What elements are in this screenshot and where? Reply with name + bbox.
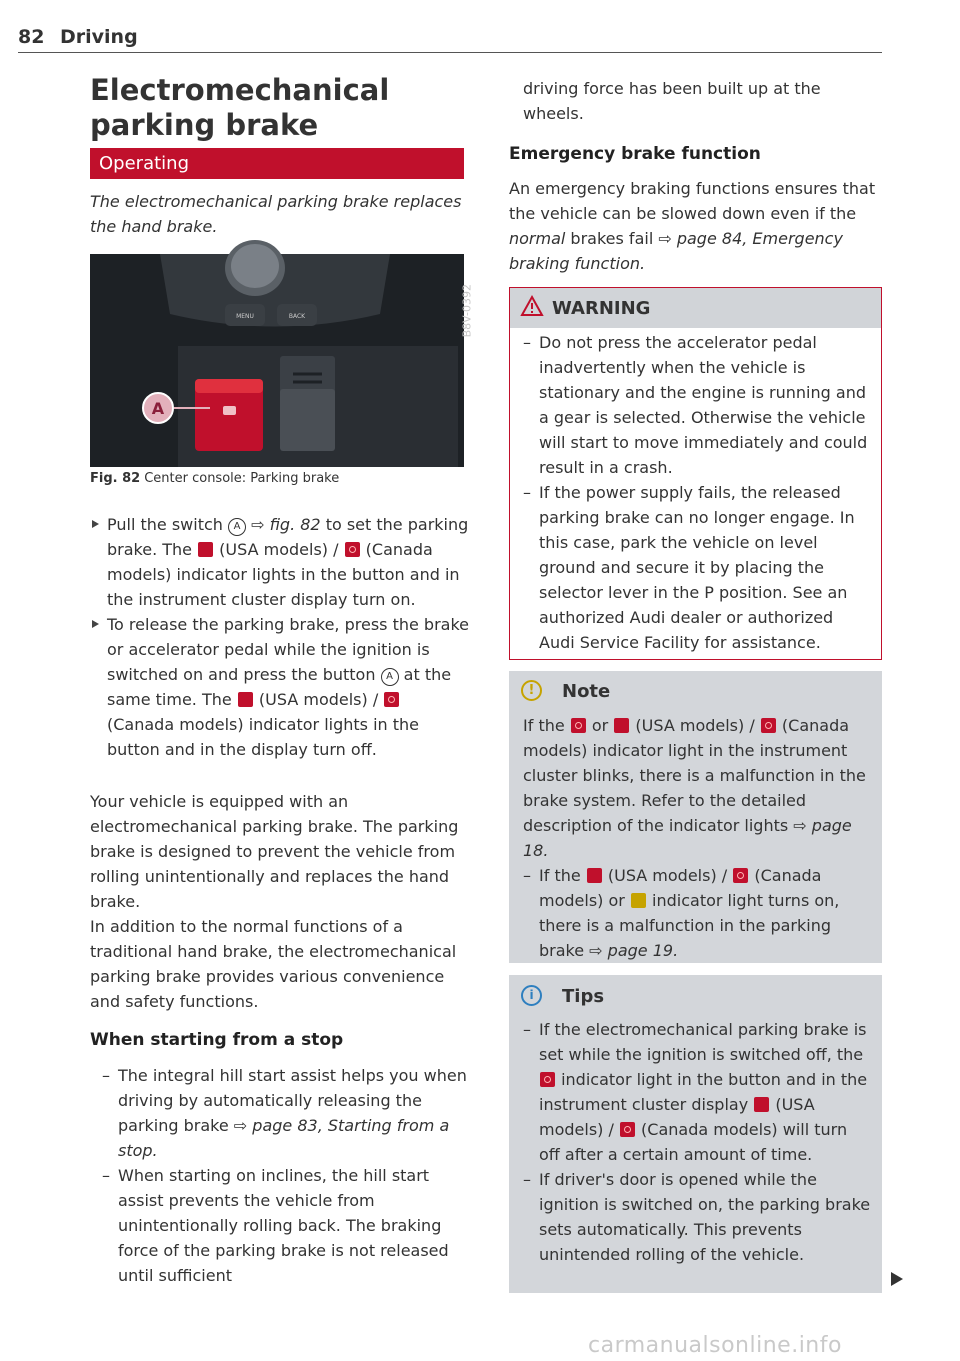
brake-circle-indicator-icon: [761, 718, 776, 733]
label-a-icon: A: [228, 518, 246, 536]
start-list: [90, 1063, 470, 1288]
intro-text: The electromechanical parking brake replaces the hand brake.: [90, 192, 462, 236]
emergency-heading: Emergency brake function: [509, 144, 761, 164]
figure-center-console: [90, 254, 473, 467]
warning-list: [511, 330, 871, 655]
subsection-bar: Operating: [90, 148, 464, 179]
park-indicator-icon: [198, 542, 213, 557]
caption-number: Fig. 82: [90, 471, 141, 486]
start-heading: When starting from a stop: [90, 1030, 344, 1050]
list-item: – If driver's door is opened while the ignition is switched on, the parking brake sets automatically. This prevents unintended rolling of the vehicle.: [511, 1167, 871, 1267]
page-link[interactable]: page 84, Emergency braking function.: [509, 229, 843, 273]
park-indicator-icon: [587, 868, 602, 883]
warning-title: WARNING: [552, 298, 651, 319]
warning-triangle-icon: [521, 296, 543, 320]
brake-indicator-icon: [614, 718, 629, 733]
page-link[interactable]: page 18.: [523, 816, 852, 860]
info-icon: i: [521, 985, 542, 1006]
note-icon: !: [521, 680, 542, 701]
paragraph: Your vehicle is equipped with an electromechanical parking brake. The parking brake is designed to prevent the vehicle from rolling unintentionally and replaces the hand brake.: [90, 792, 459, 911]
list-item: – When starting on inclines, the hill start assist prevents the vehicle from unintentionally rolling back. The braking force of the parking brake is not released until sufficient: [90, 1163, 470, 1288]
page-link[interactable]: page 83, Starting from a stop.: [118, 1116, 450, 1160]
tips-title: Tips: [562, 986, 605, 1007]
fig-link[interactable]: fig. 82: [269, 515, 321, 534]
continue-arrow-icon: [891, 1272, 903, 1286]
list-item: – If the power supply fails, the released parking brake can no longer engage. In this case, park the vehicle on level ground and secure it by placing the selector lever in the P position. See an authorized Audi dealer or authorized Audi Service Facility for assistance.: [511, 480, 871, 655]
step-item: To release the parking brake, press the brake or accelerator pedal while the ignition is switched on and press the button A at the same time. The (USA models) / (Canada models) indicator lights in the button and in the display turn off.: [90, 612, 470, 762]
label-a-icon: A: [381, 668, 399, 686]
brake-circle-indicator-icon: [540, 1072, 555, 1087]
caption-text: Center console: Parking brake: [144, 471, 340, 486]
console-illustration: [90, 254, 464, 467]
note-list: [511, 863, 871, 963]
brake-circle-indicator-icon: [733, 868, 748, 883]
brake-circle-indicator-icon: [345, 542, 360, 557]
park-indicator-icon: [238, 692, 253, 707]
note-text: If the or (USA models) / (Canada models) indicator light in the instrument cluster blinks, there is a malfunction in the brake system. Refer to the detailed description of the indicator lights ⇨ page 18.: [523, 716, 866, 860]
step-item: Pull the switch A ⇨ fig. 82 to set the parking brake. The (USA models) / (Canada models) indicator lights in the button and in the instrument cluster display turn on.: [90, 512, 470, 612]
page-title: Electromechanical parking brake: [90, 73, 390, 142]
brake-circle-indicator-icon: [620, 1122, 635, 1137]
parking-brake-malfunction-icon: [631, 893, 646, 908]
header-rule: [18, 52, 882, 53]
list-item: – The integral hill start assist helps you when driving by automatically releasing the parking brake ⇨ page 83, Starting from a stop.: [90, 1063, 470, 1163]
section-title: Driving: [60, 26, 138, 48]
page-link[interactable]: page 19.: [607, 941, 679, 960]
back-label: BACK: [288, 313, 306, 320]
list-item: – Do not press the accelerator pedal inadvertently when the vehicle is stationary and the engine is running and a gear is selected. Otherwise the vehicle will start to move immediately and could result in a crash.: [511, 330, 871, 480]
figure-code: B8V-0392: [460, 284, 473, 338]
steps-list: [90, 512, 470, 762]
park-indicator-icon: [754, 1097, 769, 1112]
brake-circle-indicator-icon: [384, 692, 399, 707]
paragraph: In addition to the normal functions of a traditional hand brake, the electromechanical parking brake provides various convenience and safety functions.: [90, 917, 457, 1011]
continued-text: driving force has been built up at the wheels.: [523, 79, 821, 123]
list-item: – If the (USA models) / (Canada models) or indicator light turns on, there is a malfunction in the parking brake ⇨ page 19.: [511, 863, 871, 963]
list-item: – If the electromechanical parking brake is set while the ignition is switched off, the indicator light in the button and in the instrument cluster display (USA models) / (Canada models) will turn off after a certain amount of time.: [511, 1017, 871, 1167]
watermark: carmanualsonline.info: [588, 1333, 842, 1358]
brake-circle-indicator-icon: [571, 718, 586, 733]
menu-label: MENU: [236, 313, 254, 320]
page-number: 82: [18, 26, 45, 48]
tips-list: [511, 1017, 871, 1267]
note-title: Note: [562, 681, 611, 702]
emergency-text: An emergency braking functions ensures that the vehicle can be slowed down even if the normal brakes fail ⇨ page 84, Emergency braking function.: [509, 179, 876, 273]
figure-caption: [90, 471, 464, 486]
svg-text:A: A: [151, 399, 165, 418]
